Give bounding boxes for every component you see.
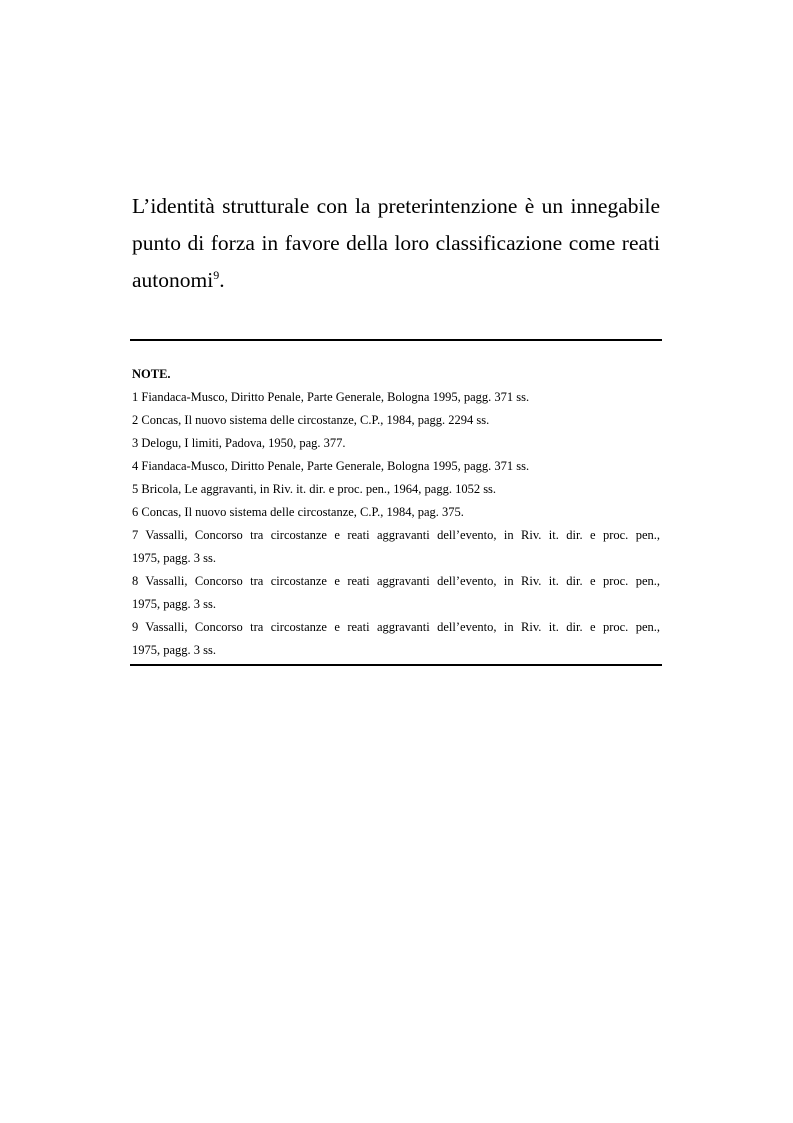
notes-top-divider: [130, 339, 662, 341]
body-paragraph: [132, 188, 660, 299]
notes-heading: NOTE.: [132, 367, 171, 381]
note-item: [132, 478, 660, 501]
note-line: 8 Vassalli, Concorso tra circostanze e reati aggravanti dell’evento, in Riv. it. dir. e proc. pen.,: [132, 574, 660, 588]
note-item: [132, 386, 660, 409]
note-line: 9 Vassalli, Concorso tra circostanze e reati aggravanti dell’evento, in Riv. it. dir. e proc. pen.,: [132, 620, 660, 634]
body-line-1: L’identità strutturale con la preterintenzione è un innegabile: [132, 194, 660, 218]
note-item: [132, 616, 660, 662]
note-item: [132, 570, 660, 616]
body-line-2: punto di forza in favore della loro classificazione come reati: [132, 231, 660, 255]
note-line: 4 Fiandaca-Musco, Diritto Penale, Parte Generale, Bologna 1995, pagg. 371 ss.: [132, 459, 530, 473]
note-line: 6 Concas, Il nuovo sistema delle circostanze, C.P., 1984, pag. 375.: [132, 505, 464, 519]
body-line-3: [132, 262, 660, 299]
note-item: [132, 409, 660, 432]
body-line-3-text: autonomi: [132, 268, 214, 292]
note-line: 2 Concas, Il nuovo sistema delle circostanze, C.P., 1984, pagg. 2294 ss.: [132, 413, 490, 427]
note-line: 1975, pagg. 3 ss.: [132, 597, 217, 611]
note-line: 1975, pagg. 3 ss.: [132, 551, 217, 565]
note-item: [132, 524, 660, 570]
note-item: [132, 455, 660, 478]
note-line: 7 Vassalli, Concorso tra circostanze e reati aggravanti dell’evento, in Riv. it. dir. e proc. pen.,: [132, 528, 660, 542]
notes-section: [132, 363, 660, 662]
notes-bottom-divider: [130, 664, 662, 666]
footnote-reference: 9: [213, 267, 220, 282]
note-item: [132, 501, 660, 524]
note-line: 5 Bricola, Le aggravanti, in Riv. it. dir. e proc. pen., 1964, pagg. 1052 ss.: [132, 482, 497, 496]
notes-list: [132, 386, 660, 662]
body-line-3-end: .: [219, 268, 225, 292]
note-line: 3 Delogu, I limiti, Padova, 1950, pag. 377.: [132, 436, 346, 450]
note-line: 1 Fiandaca-Musco, Diritto Penale, Parte Generale, Bologna 1995, pagg. 371 ss.: [132, 390, 530, 404]
note-line: 1975, pagg. 3 ss.: [132, 643, 217, 657]
note-item: [132, 432, 660, 455]
